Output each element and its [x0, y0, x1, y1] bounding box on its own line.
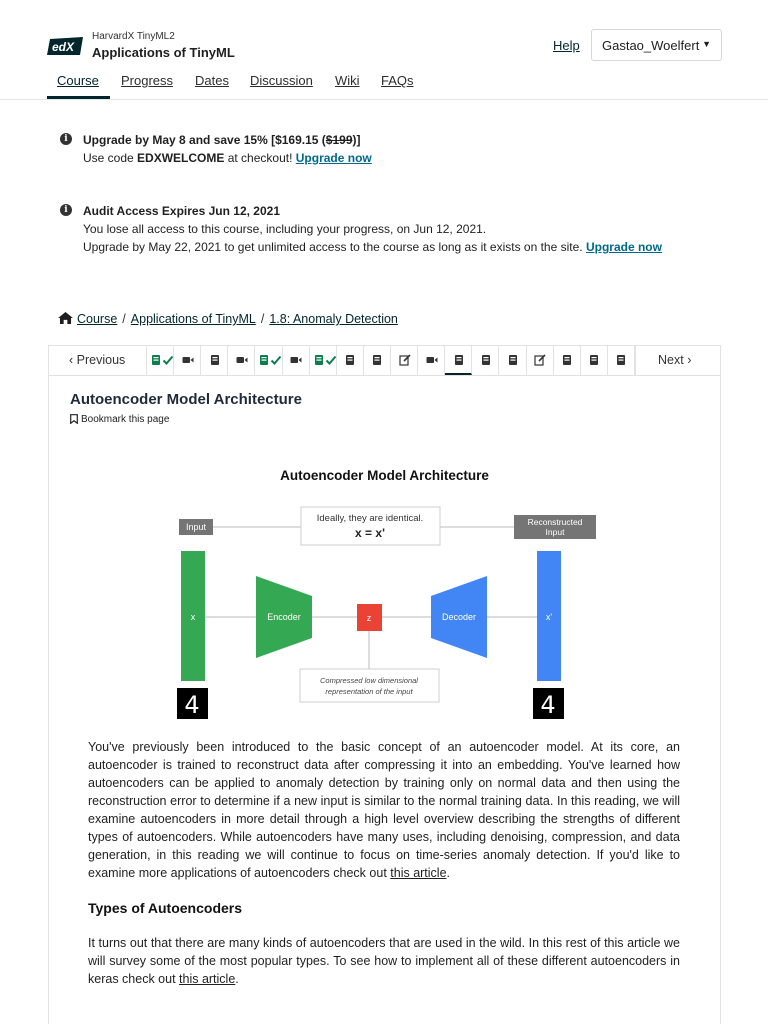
sequence-unit-tab[interactable]	[527, 346, 554, 375]
check-icon	[270, 354, 282, 366]
breadcrumb: Course / Applications of TinyML / 1.8: Anomaly Detection	[58, 312, 398, 326]
check-icon	[325, 354, 337, 366]
chevron-down-icon: ▼	[702, 39, 711, 49]
active-tab-indicator	[47, 96, 110, 99]
book-icon	[480, 354, 492, 366]
home-icon	[58, 312, 73, 324]
tab-progress[interactable]: Progress	[121, 73, 174, 88]
types-paragraph: It turns out that there are many kinds of autoencoders that are used in the wild. In this rest of this article we will survey some of the most popular types. To see how to implement all of these different autoencoders in keras check out this article.	[88, 936, 680, 986]
input-digit: 4	[184, 691, 200, 719]
sequence-unit-tab[interactable]	[283, 346, 310, 375]
book-icon	[453, 354, 465, 366]
username: Gastao_Woelfert	[602, 38, 700, 53]
book-icon	[313, 354, 325, 366]
this-article-link[interactable]: this article	[390, 866, 447, 880]
intro-paragraph: You've previously been introduced to the basic concept of an autoencoder model. At its core, an autoencoder is trained to reconstruct data after compressing it into an embedding. You've learned how autoencoders can be applied to anomaly detection by training only on normal data and then using the reconstruction error to determine if a new input is similar to the normal training data. In this reading, we will examine autoencoders in more detail through a high level overview describing the strengths of different types of autoencoders. While autoencoders have many uses, including denoising, compression, and data generation, in this reading we will continue to focus on time-series anomaly detection. If you'd like to examine more applications of autoencoders check out this article.	[88, 740, 680, 880]
autoencoder-diagram	[169, 501, 609, 726]
edit-icon	[399, 354, 411, 366]
info-icon: i	[60, 133, 72, 145]
sequence-unit-tab[interactable]	[337, 346, 364, 375]
video-icon	[290, 354, 302, 366]
unit-title: Autoencoder Model Architecture	[70, 391, 302, 408]
upgrade-alert-body: Use code EDXWELCOME at checkout! Upgrade now	[83, 151, 372, 165]
unit-content	[48, 345, 721, 1024]
decoder-label: Decoder	[441, 612, 477, 622]
promo-code: EDXWELCOME	[137, 151, 225, 165]
course-title: Applications of TinyML	[92, 45, 235, 60]
sequence-unit-tab[interactable]	[554, 346, 581, 375]
course-header	[0, 0, 768, 100]
upgrade-now-link[interactable]: Upgrade now	[295, 151, 372, 165]
sequence-unit-tab[interactable]	[228, 346, 255, 375]
sequence-unit-tab[interactable]	[174, 346, 201, 375]
types-heading: Types of Autoencoders	[88, 900, 243, 916]
sequence-unit-tab[interactable]	[581, 346, 608, 375]
tab-discussion[interactable]: Discussion	[250, 73, 313, 88]
chevron-left-icon: ‹	[69, 353, 74, 367]
sequence-unit-tab[interactable]	[391, 346, 418, 375]
audit-alert-line1: You lose all access to this course, including your progress, on Jun 12, 2021.	[83, 222, 487, 236]
this-article-link[interactable]: this article	[179, 972, 236, 986]
edit-icon	[534, 354, 546, 366]
chevron-right-icon: ›	[687, 353, 692, 367]
identical-label: Ideally, they are identical.	[316, 513, 424, 524]
sequence-unit-tab[interactable]	[472, 346, 499, 375]
book-icon	[507, 354, 519, 366]
original-price: $199	[325, 133, 353, 147]
compressed-label: Compressed low dimensional	[320, 676, 418, 685]
audit-alert-title: Audit Access Expires Jun 12, 2021	[83, 204, 280, 218]
user-menu-button[interactable]	[591, 29, 722, 61]
video-icon	[182, 354, 194, 366]
sequence-unit-tab[interactable]	[364, 346, 391, 375]
sequence-navigation	[49, 346, 720, 376]
sequence-unit-tab[interactable]	[608, 346, 635, 375]
book-icon	[344, 354, 356, 366]
sequence-unit-tab[interactable]	[147, 346, 174, 375]
info-icon: i	[60, 204, 72, 216]
equation-label: x = x'	[355, 526, 385, 540]
xprime-label: x'	[545, 612, 553, 622]
book-icon	[588, 354, 600, 366]
compressed-label: representation of the input	[325, 687, 413, 696]
sequence-unit-tab[interactable]	[445, 346, 472, 375]
book-icon	[258, 354, 270, 366]
reconstructed-label: Input	[545, 527, 565, 537]
book-icon	[561, 354, 573, 366]
svg-text:edX: edX	[52, 40, 75, 54]
book-icon	[150, 354, 162, 366]
tab-faqs[interactable]: FAQs	[381, 73, 414, 88]
z-label: z	[366, 613, 372, 623]
figure-title: Autoencoder Model Architecture	[280, 468, 489, 483]
tab-wiki[interactable]: Wiki	[335, 73, 360, 88]
reconstructed-label: Reconstructed	[527, 517, 583, 527]
video-icon	[236, 354, 248, 366]
tab-course[interactable]: Course	[57, 73, 99, 88]
input-label: Input	[185, 522, 207, 532]
book-icon	[209, 354, 221, 366]
upgrade-alert-title: Upgrade by May 8 and save 15% [$169.15 ($199)]	[83, 133, 361, 147]
sequence-unit-tab[interactable]	[255, 346, 282, 375]
output-digit: 4	[540, 691, 556, 719]
sequence-unit-tab[interactable]	[499, 346, 526, 375]
help-link[interactable]: Help	[553, 38, 580, 53]
sequence-unit-tab[interactable]	[201, 346, 228, 375]
previous-button[interactable]: ‹ Previous	[49, 346, 147, 375]
breadcrumb-section[interactable]: Applications of TinyML	[130, 312, 256, 326]
compressed-box	[300, 669, 439, 702]
bookmark-button[interactable]: Bookmark this page	[70, 414, 169, 425]
book-icon	[371, 354, 383, 366]
sequence-unit-tab[interactable]	[418, 346, 445, 375]
next-button[interactable]: Next ›	[635, 346, 720, 375]
breadcrumb-course[interactable]: Course	[77, 312, 118, 326]
tab-dates[interactable]: Dates	[195, 73, 229, 88]
book-icon	[615, 354, 627, 366]
x-label: x	[190, 612, 196, 622]
breadcrumb-subsection[interactable]: 1.8: Anomaly Detection	[269, 312, 398, 326]
course-org: HarvardX TinyML2	[92, 31, 175, 42]
sequence-unit-tab[interactable]	[310, 346, 337, 375]
check-icon	[162, 354, 174, 366]
edx-logo[interactable]	[47, 36, 83, 56]
video-icon	[426, 354, 438, 366]
bookmark-icon	[70, 414, 78, 424]
audit-alert-line2: Upgrade by May 22, 2021 to get unlimited access to the course as long as it exists on the site. Upgrade now	[83, 240, 662, 254]
upgrade-now-link[interactable]: Upgrade now	[585, 240, 662, 254]
encoder-label: Encoder	[267, 612, 301, 622]
